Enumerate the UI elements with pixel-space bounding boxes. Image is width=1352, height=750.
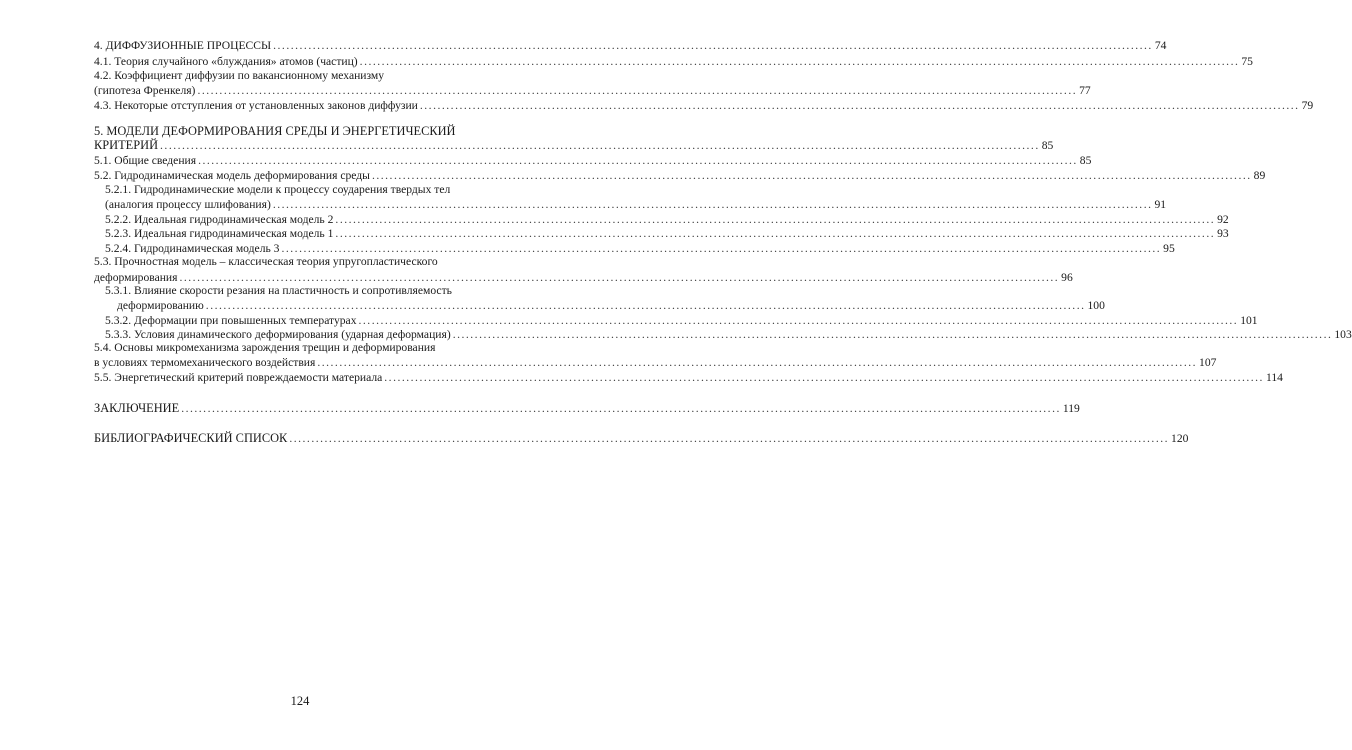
toc-leader-dots: ........................................................................................................................................................................................................ bbox=[452, 328, 1333, 341]
toc-entry-page: 101 bbox=[1240, 314, 1258, 327]
toc-entry-page: 91 bbox=[1154, 198, 1167, 211]
toc-entry-title: 5.2.2. Идеальная гидродинамическая модель 2 bbox=[105, 213, 334, 226]
toc-entry-title: (гипотеза Френкеля) bbox=[94, 84, 196, 97]
toc-entry-5-2-1[interactable] bbox=[105, 197, 1167, 211]
toc-leader-dots: ........................................................................................................................................................................................................ bbox=[289, 432, 1170, 445]
toc-entry-5-3-1[interactable] bbox=[105, 298, 1105, 312]
toc-leader-dots: ........................................................................................................................................................................................................ bbox=[272, 198, 1153, 211]
toc-leader-dots: ........................................................................................................................................................................................................ bbox=[273, 39, 1153, 52]
toc-entry-bibliography[interactable] bbox=[94, 431, 1189, 445]
toc-entry-title: БИБЛИОГРАФИЧЕСКИЙ СПИСОК bbox=[94, 431, 288, 445]
toc-entry-title: 5.2.3. Идеальная гидродинамическая модель 1 bbox=[105, 227, 334, 240]
toc-entry-section-5[interactable] bbox=[94, 138, 1054, 152]
page-number: 124 bbox=[290, 694, 310, 708]
toc-leader-dots: ........................................................................................................................................................................................................ bbox=[359, 55, 1240, 68]
toc-entry-5-2-1-line1[interactable]: 5.2.1. Гидродинамические модели к процессу соударения твердых тел bbox=[105, 183, 451, 196]
toc-entry-page: 92 bbox=[1217, 213, 1229, 226]
toc-entry-title: в условиях термомеханического воздействия bbox=[94, 356, 316, 369]
toc-leader-dots: ........................................................................................................................................................................................................ bbox=[181, 402, 1061, 415]
toc-entry-5-5[interactable] bbox=[94, 370, 1283, 384]
toc-entry-5-4-line1[interactable]: 5.4. Основы микромеханизма зарождения трещин и деформирования bbox=[94, 341, 436, 354]
toc-entry-5-3-3[interactable] bbox=[105, 327, 1352, 341]
toc-entry-page: 120 bbox=[1171, 432, 1189, 445]
toc-entry-page: 85 bbox=[1079, 154, 1092, 167]
toc-entry-5-3-line1[interactable]: 5.3. Прочностная модель – классическая теория упругопластического bbox=[94, 255, 438, 268]
toc-entry-title: КРИТЕРИЙ bbox=[94, 138, 159, 152]
toc-leader-dots: ........................................................................................................................................................................................................ bbox=[317, 356, 1198, 369]
toc-entry-5-2[interactable] bbox=[94, 168, 1266, 182]
toc-entry-5-3[interactable] bbox=[94, 270, 1073, 284]
toc-entry-5-2-4[interactable] bbox=[105, 241, 1175, 255]
toc-leader-dots: ........................................................................................................................................................................................................ bbox=[205, 299, 1086, 312]
toc-entry-page: 93 bbox=[1217, 227, 1229, 240]
toc-leader-dots: ........................................................................................................................................................................................................ bbox=[358, 314, 1239, 327]
toc-entry-page: 85 bbox=[1041, 139, 1054, 152]
toc-leader-dots: ........................................................................................................................................................................................................ bbox=[371, 169, 1252, 182]
toc-entry-page: 89 bbox=[1253, 169, 1266, 182]
toc-entry-title: 5.3.2. Деформации при повышенных температурах bbox=[105, 314, 357, 327]
toc-leader-dots: ........................................................................................................................................................................................................ bbox=[179, 271, 1060, 284]
toc-entry-5-1[interactable] bbox=[94, 153, 1092, 167]
toc-entry-title: 5.2. Гидродинамическая модель деформирования среды bbox=[94, 169, 370, 182]
toc-leader-dots: ........................................................................................................................................................................................................ bbox=[335, 227, 1216, 240]
toc-entry-5-2-3[interactable] bbox=[105, 226, 1229, 240]
toc-entry-page: 114 bbox=[1265, 371, 1283, 384]
toc-entry-page: 95 bbox=[1163, 242, 1175, 255]
toc-entry-page: 96 bbox=[1061, 271, 1073, 284]
toc-entry-title: 4.1. Теория случайного «блуждания» атомов (частиц) bbox=[94, 55, 358, 68]
toc-entry-section-5-line1[interactable]: 5. МОДЕЛИ ДЕФОРМИРОВАНИЯ СРЕДЫ И ЭНЕРГЕТИЧЕСКИЙ bbox=[94, 124, 456, 138]
toc-leader-dots: ........................................................................................................................................................................................................ bbox=[198, 154, 1078, 167]
toc-entry-page: 119 bbox=[1062, 402, 1080, 415]
toc-entry-4-3[interactable] bbox=[94, 98, 1314, 112]
toc-leader-dots: ........................................................................................................................................................................................................ bbox=[197, 84, 1078, 97]
toc-entry-title: 5.3.3. Условия динамического деформирования (ударная деформация) bbox=[105, 328, 451, 341]
toc-entry-5-3-2[interactable] bbox=[105, 313, 1258, 327]
toc-leader-dots: ........................................................................................................................................................................................................ bbox=[335, 213, 1216, 226]
toc-entry-5-2-2[interactable] bbox=[105, 212, 1229, 226]
toc-entry-page: 100 bbox=[1087, 299, 1105, 312]
toc-entry-title: ЗАКЛЮЧЕНИЕ bbox=[94, 401, 180, 415]
toc-entry-4-1[interactable] bbox=[94, 54, 1253, 68]
toc-entry-page: 103 bbox=[1334, 328, 1352, 341]
toc-entry-page: 107 bbox=[1199, 356, 1217, 369]
toc-leader-dots: ........................................................................................................................................................................................................ bbox=[419, 99, 1300, 112]
toc-entry-title: 5.1. Общие сведения bbox=[94, 154, 197, 167]
toc-entry-5-4[interactable] bbox=[94, 355, 1217, 369]
toc-entry-title: деформирования bbox=[94, 271, 178, 284]
toc-leader-dots: ........................................................................................................................................................................................................ bbox=[160, 139, 1040, 152]
toc-leader-dots: ........................................................................................................................................................................................................ bbox=[281, 242, 1162, 255]
toc-entry-page: 79 bbox=[1301, 99, 1314, 112]
toc-entry-section-4[interactable] bbox=[94, 38, 1167, 52]
toc-entry-title: (аналогия процессу шлифования) bbox=[105, 198, 271, 211]
toc-entry-conclusion[interactable] bbox=[94, 401, 1080, 415]
toc-entry-title: деформированию bbox=[117, 299, 204, 312]
toc-entry-page: 75 bbox=[1241, 55, 1253, 68]
toc-entry-4-2-line1[interactable]: 4.2. Коэффициент диффузии по вакансионному механизму bbox=[94, 69, 385, 82]
toc-entry-page: 74 bbox=[1154, 39, 1167, 52]
toc-entry-5-3-1-line1[interactable]: 5.3.1. Влияние скорости резания на пластичность и сопротивляемость bbox=[105, 284, 452, 297]
toc-entry-page: 77 bbox=[1079, 84, 1091, 97]
toc-leader-dots: ........................................................................................................................................................................................................ bbox=[384, 371, 1264, 384]
toc-entry-4-2[interactable] bbox=[94, 83, 1091, 97]
toc-entry-title: 4.3. Некоторые отступления от установленных законов диффузии bbox=[94, 99, 418, 112]
toc-entry-title: 5.2.4. Гидродинамическая модель 3 bbox=[105, 242, 280, 255]
toc-entry-title: 5.5. Энергетический критерий повреждаемости материала bbox=[94, 371, 383, 384]
toc-entry-title: 4. ДИФФУЗИОННЫЕ ПРОЦЕССЫ bbox=[94, 39, 272, 52]
